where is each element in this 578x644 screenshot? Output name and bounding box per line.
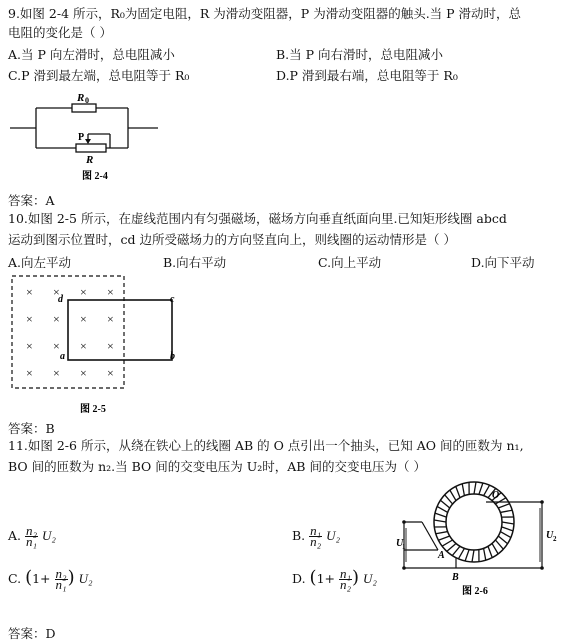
winding-turn (502, 522, 514, 524)
winding-turn (438, 536, 449, 540)
field-cross: × (107, 285, 114, 299)
figure-2-5-caption: 图 2-5 (80, 404, 106, 415)
q11-option-a: A. $\frac{\text{n₂}}{\text{n₁}}$ U₂ (8, 523, 56, 549)
figure-2-5-magnetic-field (8, 272, 198, 416)
open-paren: ( (309, 567, 317, 588)
r-rheostat (76, 144, 106, 152)
q9-stem-line2: 电阻的变化是（ ） (8, 25, 112, 40)
winding-turn (492, 543, 498, 553)
winding-turn (436, 532, 448, 534)
label-r: R (86, 154, 94, 166)
open-paren: ( (25, 567, 33, 588)
label-u2: U (546, 530, 554, 541)
winding-turn (440, 500, 449, 508)
label-b: b (170, 351, 175, 362)
label-d: d (58, 294, 63, 305)
winding-turn (452, 546, 460, 555)
label-r0: R (77, 92, 85, 104)
field-cross: × (107, 366, 114, 380)
fraction: $\frac{\text{n₁}}{\text{n₂}}$ (310, 523, 322, 549)
q11-option-d: D. (1+ $\frac{\text{n₁}}{\text{n₂}}$ ) U₂ (292, 566, 377, 592)
q10-option-b: B.向右平动 (163, 255, 227, 270)
q10-option-c: C.向上平动 (318, 255, 382, 270)
field-cross: × (80, 312, 87, 326)
label-b: B (452, 572, 459, 583)
winding-turn (502, 527, 513, 531)
winding-turn (500, 532, 511, 538)
fraction: $\frac{\text{n₂}}{\text{n₁}}$ (26, 523, 38, 549)
winding-turn (450, 490, 456, 500)
q9-option-d: D.P 滑到最右端，总电阻等于 R₀ (276, 68, 458, 83)
q10-stem-line2: 运动到图示位置时，cd 边所受磁场力的方向竖直向上，则线圈的运动情形是（ ） (8, 232, 456, 247)
winding-turn (500, 510, 512, 512)
winding-turn (465, 550, 469, 561)
field-cross: × (80, 339, 87, 353)
q10-stem-line1: 10.如图 2-5 所示，在虚线范围内有匀强磁场，磁场方向垂直纸面向里.已知矩形线圈 abcd (8, 211, 507, 226)
winding-turn (484, 485, 490, 496)
q10-answer: 答案：B (8, 421, 55, 436)
q9-option-c: C.P 滑到最左端，总电阻等于 R₀ (8, 68, 190, 83)
figure-2-6-caption: 图 2-6 (462, 586, 488, 597)
field-cross: × (26, 285, 33, 299)
field-cross: × (26, 312, 33, 326)
q9-stem-line1: 9.如图 2-4 所示，R₀为固定电阻，R 为滑动变阻器，P 为滑动变阻器的触头.当 P 滑动时，总 (8, 6, 522, 21)
winding-turn (498, 536, 507, 544)
winding-turn (498, 504, 509, 508)
q10-option-a: A.向左平动 (8, 255, 72, 270)
winding-turn (437, 506, 448, 512)
figure-2-6-transformer (394, 478, 574, 600)
label-u1-sub: 1 (402, 543, 406, 551)
winding-turn (442, 540, 452, 546)
winding-turn (458, 548, 464, 559)
label-c: c (170, 294, 175, 305)
label-r0-sub: 0 (85, 96, 89, 105)
field-cross: × (107, 339, 114, 353)
q11-stem-line1: 11.如图 2-6 所示，从绕在铁心上的线圈 AB 的 O 点引出一个抽头，已知 AO 间的匝数为 n₁, (8, 438, 524, 453)
label-p: P (78, 132, 85, 143)
q9-answer: 答案：A (8, 193, 55, 208)
q9-option-b: B.当 P 向右滑时，总电阻减小 (276, 47, 444, 62)
field-cross: × (80, 285, 87, 299)
winding-turn (447, 543, 456, 551)
winding-turn (435, 513, 446, 517)
field-cross: × (53, 285, 60, 299)
field-cross: × (80, 366, 87, 380)
winding-turn (474, 482, 476, 494)
fraction: $\frac{\text{n₂}}{\text{n₁}}$ (55, 566, 67, 592)
close-paren: ) (352, 567, 360, 588)
field-cross: × (107, 312, 114, 326)
field-cross: × (53, 339, 60, 353)
r0-resistor (72, 104, 96, 112)
q11-stem-line2: BO 间的匝数为 n₂.当 BO 间的交变电压为 U₂时，AB 间的交变电压为（ ） (8, 459, 426, 474)
label-u1: U (396, 538, 404, 549)
winding-turn (479, 483, 483, 494)
q11-answer: 答案：D (8, 626, 56, 641)
q11-option-c: C. (1+ $\frac{\text{n₂}}{\text{n₁}}$ ) U₂ (8, 566, 93, 592)
winding-turn (456, 486, 460, 497)
winding-turn (445, 495, 453, 504)
q10-option-d: D.向下平动 (471, 255, 535, 270)
fraction: $\frac{\text{n₁}}{\text{n₂}}$ (340, 566, 352, 592)
label-a: a (60, 351, 65, 362)
figure-2-4-caption: 图 2-4 (82, 171, 108, 182)
winding-turn (488, 546, 492, 557)
field-cross: × (26, 339, 33, 353)
figure-2-4-circuit (10, 90, 170, 182)
field-cross: × (53, 312, 60, 326)
q11-option-b: B. $\frac{\text{n₁}}{\text{n₂}}$ U₂ (292, 523, 341, 549)
winding-turn (484, 548, 486, 560)
close-paren: ) (67, 567, 75, 588)
field-cross: × (26, 366, 33, 380)
q9-option-a: A.当 P 向左滑时，总电阻减小 (8, 47, 175, 62)
winding-turn (434, 520, 446, 522)
winding-turn (472, 550, 474, 562)
winding-turn (462, 484, 464, 496)
label-o: O (492, 490, 500, 501)
label-a: A (438, 550, 445, 561)
winding-turn (495, 540, 503, 549)
field-cross: × (53, 366, 60, 380)
label-u2-sub: 2 (553, 535, 557, 543)
